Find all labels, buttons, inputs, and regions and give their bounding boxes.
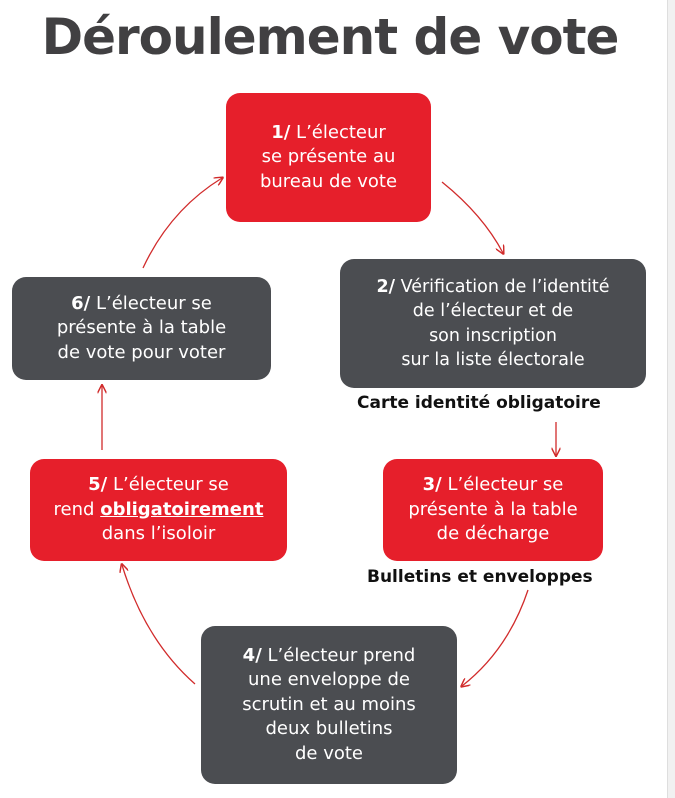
- step-2-line-3: son inscription: [429, 325, 557, 346]
- step-3-box: [383, 459, 603, 561]
- step-1-number: 1/: [271, 121, 291, 143]
- step-3-line-1: L’électeur se: [447, 474, 564, 496]
- step-5-emphasis: obligatoirement: [100, 498, 264, 520]
- step-1-line-2: se présente au: [261, 146, 396, 168]
- step-4-line-4: deux bulletins: [265, 718, 393, 740]
- step-6-line-3: de vote pour voter: [57, 341, 226, 363]
- step-1-line-1: L’électeur: [296, 121, 386, 143]
- step-5-line-3: dans l’isoloir: [101, 523, 216, 545]
- step-3-line-2: présente à la table: [408, 498, 578, 520]
- step-6-number: 6/: [71, 292, 91, 314]
- step-5-number: 5/: [88, 474, 108, 496]
- step-5-line-2: rend: [53, 498, 95, 520]
- step-3-line-3: de décharge: [436, 523, 550, 545]
- step-2-number: 2/: [376, 276, 396, 297]
- step-4-line-3: scrutin et au moins: [242, 693, 416, 715]
- step-5-line-1: L’électeur se: [112, 474, 229, 496]
- step-5-box: [30, 459, 287, 561]
- step-4-line-2: une enveloppe de: [248, 669, 410, 691]
- step-4-line-5: de vote: [294, 742, 364, 764]
- step-4-line-1: L’électeur prend: [267, 644, 416, 666]
- arrow-6-to-1: [143, 178, 222, 268]
- step-6-line-1: L’électeur se: [95, 292, 212, 314]
- page-title: Déroulement de vote: [41, 8, 619, 66]
- step-3-note: Bulletins et enveloppes: [367, 567, 593, 587]
- step-1-box: [226, 93, 431, 222]
- step-3-number: 3/: [422, 474, 442, 496]
- step-2-line-2: de l’électeur et de: [412, 301, 574, 321]
- step-1-line-3: bureau de vote: [259, 170, 398, 192]
- step-6-box: [12, 277, 271, 380]
- step-2-box: [340, 259, 646, 388]
- step-2-note: Carte identité obligatoire: [357, 393, 601, 413]
- arrow-3-to-4: [462, 590, 528, 686]
- arrow-4-to-5: [122, 565, 195, 684]
- step-6-line-2: présente à la table: [56, 317, 227, 339]
- arrow-1-to-2: [442, 182, 503, 253]
- step-4-number: 4/: [242, 644, 262, 666]
- step-2-line-4: sur la liste électorale: [401, 350, 585, 370]
- step-4-box: [201, 626, 457, 784]
- step-2-line-1: Vérification de l’identité: [400, 276, 610, 297]
